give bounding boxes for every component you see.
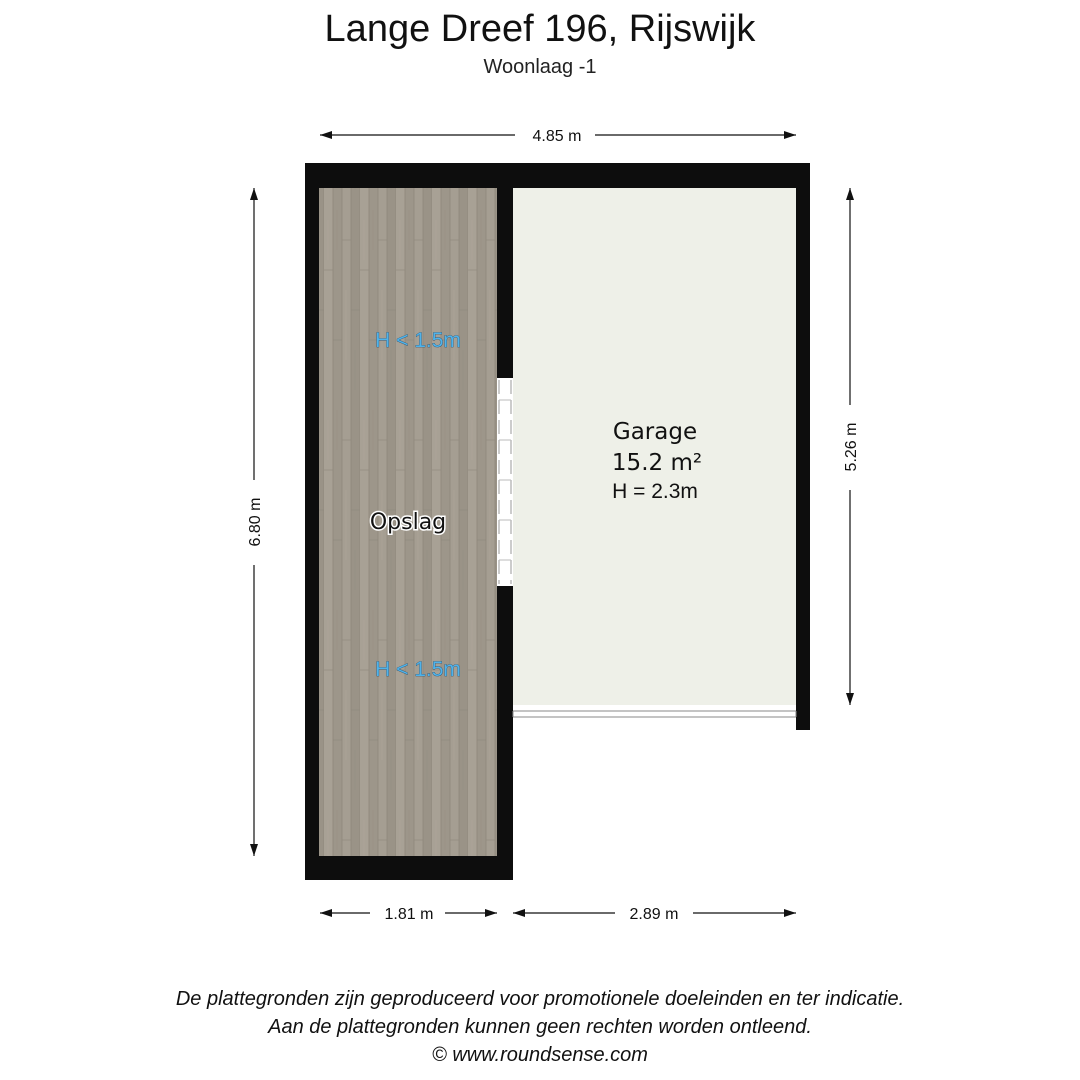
dimension-bottom-right-label: 2.89 m xyxy=(629,906,679,923)
opslag-room-label: Opslag xyxy=(369,510,447,535)
opslag-height-note-top: H < 1.5m xyxy=(375,329,461,352)
dimension-right xyxy=(843,188,860,705)
garage-area-label: 15.2 m² xyxy=(611,450,703,476)
garage-room-label: Garage xyxy=(612,419,698,445)
page-title: Lange Dreef 196, Rijswijk xyxy=(324,8,756,50)
doorway-opening xyxy=(497,378,513,586)
garage-door xyxy=(513,705,796,720)
dimension-bottom-left xyxy=(320,906,497,923)
dimension-bottom-right xyxy=(513,906,796,923)
disclaimer-line-1: De plattegronden zijn geproduceerd voor promotionele doeleinden en ter indicatie. xyxy=(175,988,905,1010)
copyright-line: © www.roundsense.com xyxy=(432,1044,648,1066)
garage-floor xyxy=(513,188,796,705)
dimension-left xyxy=(247,188,264,856)
dimension-left-label: 6.80 m xyxy=(247,497,264,547)
dimension-top-label: 4.85 m xyxy=(532,128,582,145)
disclaimer-line-2: Aan de plattegronden kunnen geen rechten worden ontleend. xyxy=(268,1016,812,1038)
floor-level-label: Woonlaag -1 xyxy=(483,56,597,78)
dimension-bottom-left-label: 1.81 m xyxy=(384,906,434,923)
garage-height-label: H = 2.3m xyxy=(612,480,698,503)
dimension-top xyxy=(320,128,796,145)
opslag-height-note-bottom: H < 1.5m xyxy=(375,658,461,681)
dimension-right-label: 5.26 m xyxy=(843,422,860,472)
